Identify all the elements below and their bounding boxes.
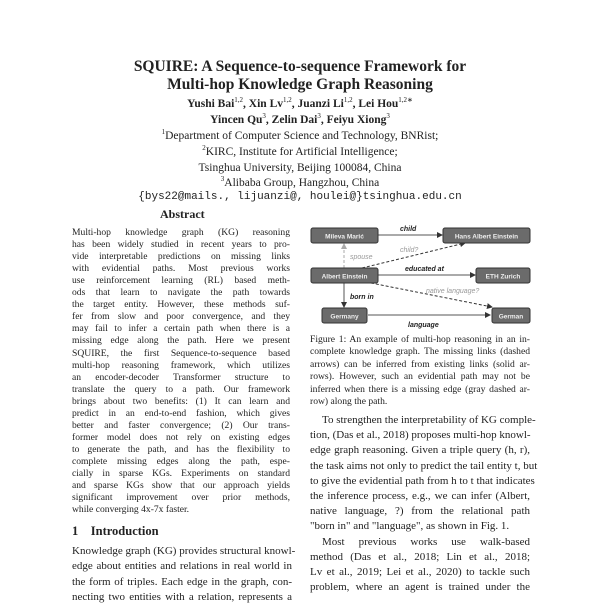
text-line: complete knowledge graph. The missing links (dashed xyxy=(310,346,530,358)
author: Feiyu Xiong xyxy=(326,114,387,126)
node-label: Albert Einstein xyxy=(321,273,368,281)
text-line: has been widely studied in recent years to pro- xyxy=(72,239,290,251)
text-line: an encoder-decoder Transformer structure to xyxy=(72,371,290,383)
text-line: necting two entities with a relation, represents a xyxy=(72,590,292,603)
node-eth-zurich xyxy=(476,268,530,283)
text-line: missing edge along the path. Here we present xyxy=(72,335,290,347)
aff-text: Department of Computer Science and Technology, BNRist; xyxy=(165,130,439,142)
text-line: problem, where an agent is trained under the xyxy=(310,581,530,594)
text-line: SQUIRE, the first Sequence-to-sequence based xyxy=(72,347,290,359)
author: Xin Lv xyxy=(248,98,283,110)
text-line: arrows) can be inferred from existing links (solid ar- xyxy=(310,358,530,370)
text-line: former model does not rely on existing edges xyxy=(72,431,290,443)
aff-sup: 1 xyxy=(161,128,166,137)
edge-label: child? xyxy=(400,247,419,254)
text-line: Knowledge graph (KG) provides structural knowl- xyxy=(72,545,296,557)
author-sup: 3 xyxy=(386,112,390,121)
abstract-heading: Abstract xyxy=(160,207,205,221)
aff-sup: 2 xyxy=(202,144,206,153)
node-label: German xyxy=(498,313,524,321)
email: {bys22@mails., lijuanzi@, houlei@}tsinghua.edu.cn xyxy=(138,191,462,203)
text-line: significant improvement over prior methods, xyxy=(72,492,290,504)
author: Zelin Dai xyxy=(271,114,318,126)
paper-title-line: SQUIRE: A Sequence-to-sequence Framework for xyxy=(133,58,467,75)
edge-educated-at xyxy=(378,266,475,275)
node-germany xyxy=(322,308,367,323)
edge-language xyxy=(368,315,490,329)
text-line: multi-hop reasoning framework, which utilizes xyxy=(72,359,290,371)
section-number: 1 xyxy=(72,524,79,538)
edge-label: child xyxy=(400,226,417,233)
text-line: to generate the path, and has the flexibility to xyxy=(72,443,290,455)
text-line: Most previous works use walk-based xyxy=(322,535,530,548)
paper-title-line: Multi-hop Knowledge Graph Reasoning xyxy=(167,76,433,93)
node-albert-einstein xyxy=(311,268,378,283)
text-line: fer from slow and poor convergence, and they xyxy=(72,311,290,323)
text-line: method (Das et al., 2018; Lin et al., 2018; xyxy=(310,550,530,563)
author-sup: 1,2 xyxy=(283,96,292,105)
author-sup: 1,2∗ xyxy=(398,96,413,105)
edge-label: spouse xyxy=(350,254,373,261)
author-sup: 3 xyxy=(262,112,266,121)
text-line: vide interpretable predictions on missing links xyxy=(72,251,290,263)
text-line: complete missing edges along the path, espe- xyxy=(72,455,290,467)
text-line: with evidential paths. Most previous works xyxy=(72,263,290,275)
edge-label: language xyxy=(408,322,439,329)
edge-native-language-missing xyxy=(366,282,492,307)
text-line: translate the query to a path. Our framework xyxy=(72,383,290,395)
text-line: inferred when there is a missing edge (gray dashed ar- xyxy=(310,383,530,395)
affiliation xyxy=(0,146,600,158)
text-line: use reinforcement learning (RL) based meth- xyxy=(72,275,290,287)
text-line: "born in" and "language", as shown in Fig. 1. xyxy=(310,520,510,533)
text-line: Lv et al., 2019; Lei et al., 2020) to tackle such xyxy=(310,566,530,578)
author-sup: 1,2 xyxy=(234,96,244,105)
section-heading xyxy=(72,525,159,538)
text-line: and sparse KGs show that our approach yields xyxy=(72,480,290,492)
authors-line-1: Yushi Bai$^{1,2}$, Xin Lv$^{1,2}$, Juanzi Li$^{1,2}$, Lei Hou$^{1,2∗}$ xyxy=(187,96,413,110)
text-line: ods that learn to navigate the path towards xyxy=(72,287,290,299)
text-line: cially in sparse KGs. Experiments on standard xyxy=(72,468,290,479)
text-line: while converging 4x-7x faster. xyxy=(72,504,190,516)
node-german xyxy=(492,308,530,323)
text-line: predict in an end-to-end fashion, which gives xyxy=(72,407,290,419)
node-mileva-maric xyxy=(311,228,378,243)
text-line: rows). However, such an evidential path may not be xyxy=(310,371,530,383)
node-label: Mileva Marić xyxy=(325,233,364,241)
edge-child-missing xyxy=(362,243,465,268)
text-line: Multi-hop knowledge graph (KG) reasoning xyxy=(72,227,290,238)
text-line: native language, ?) from the relational path xyxy=(310,505,530,518)
figure-1-graph xyxy=(300,220,540,330)
text-line: the task aims not only to predict the tail entity t, but xyxy=(310,459,538,472)
aff-text: Alibaba Group, Hangzhou, China xyxy=(224,177,380,189)
edge-label: native language? xyxy=(426,288,480,295)
edge-label: born in xyxy=(350,294,374,301)
author-sup: 3 xyxy=(317,112,321,121)
node-label: ETH Zurich xyxy=(485,273,521,281)
author-sup: 1,2 xyxy=(343,96,353,105)
text-line: edge about entities and relations in real world in xyxy=(72,560,292,573)
author: Yushi Bai xyxy=(187,98,235,110)
text-line: Figure 1: An example of multi-hop reasoning in an in- xyxy=(310,334,530,345)
authors-line-2: Yincen Qu$^3$, Zelin Dai$^3$, Feiyu Xiong$^3$ xyxy=(210,112,390,126)
edge-born-in xyxy=(344,283,374,307)
section-title: Introduction xyxy=(90,524,159,538)
text-line: the inference process, e.g., we can infer (Albert, xyxy=(310,490,530,502)
edge-child xyxy=(378,226,442,235)
affiliation xyxy=(0,162,600,174)
author: Yincen Qu xyxy=(210,114,263,126)
text-line: the form of triples. Each edge in the graph, con- xyxy=(72,575,292,588)
text-line: edge graph reasoning. Given a triple query (h, r), xyxy=(310,444,530,457)
affiliation xyxy=(0,130,600,142)
node-label: Germany xyxy=(330,313,359,321)
text-line: row) along the path. xyxy=(310,396,388,407)
text-line: to give the evidential path from h to t that indicates xyxy=(310,474,535,487)
aff-sup: 3 xyxy=(220,175,225,184)
text-line: brings about two benefits: (1) It can learn and xyxy=(72,395,290,407)
affiliation xyxy=(0,177,600,189)
text-line: tion, (Das et al., 2018) proposes multi-hop knowl- xyxy=(310,429,531,442)
edge-label: educated at xyxy=(405,266,444,273)
node-label: Hans Albert Einstein xyxy=(454,233,519,241)
aff-text: Tsinghua University, Beijing 100084, China xyxy=(198,162,402,174)
text-line: may fail to infer a certain path when there is a xyxy=(72,323,290,335)
text-line: the target entity. However, these methods suf- xyxy=(72,299,290,311)
text-line: To strengthen the interpretability of KG comple- xyxy=(322,414,536,426)
text-line: better and faster convergence; (2) Our trans- xyxy=(72,419,290,431)
edge-spouse xyxy=(344,244,373,268)
aff-text: KIRC, Institute for Artificial Intelligence; xyxy=(205,146,398,158)
author: Juanzi Li xyxy=(297,98,344,110)
author: Lei Hou xyxy=(358,98,399,110)
node-hans-albert-einstein xyxy=(443,228,530,243)
